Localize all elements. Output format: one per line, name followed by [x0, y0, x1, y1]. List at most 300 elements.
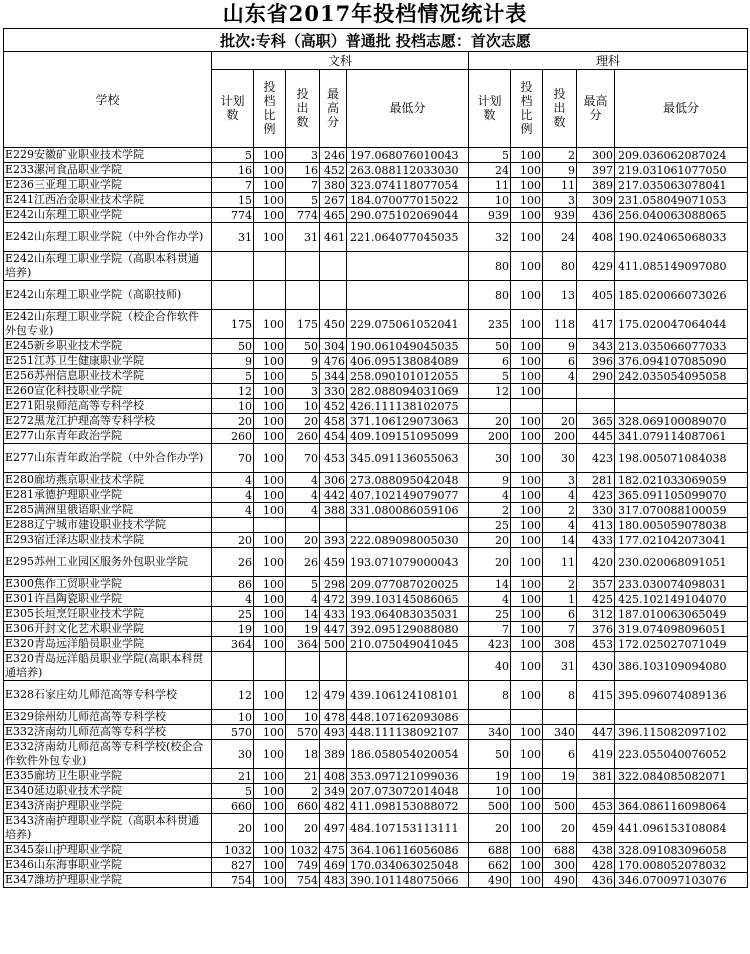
wen-max-cell: 452: [320, 163, 347, 178]
li-max-cell: 436: [577, 208, 615, 223]
li-ratio-cell: 100: [511, 681, 543, 710]
li-min-cell: 396.115082097102: [615, 725, 748, 740]
wen-plan-cell: 7: [212, 178, 254, 193]
li-max-cell: 445: [577, 429, 615, 444]
wen-plan-cell: 364: [212, 637, 254, 652]
wen-out-cell: 5: [286, 193, 320, 208]
wen-ratio-cell: 100: [254, 814, 286, 843]
wen-min-cell: 193.071079000043: [347, 548, 469, 577]
li-ratio-cell: 100: [511, 740, 543, 769]
wen-ratio-cell: 100: [254, 148, 286, 163]
li-plan-cell: 4: [469, 488, 511, 503]
li-out-cell: 19: [543, 769, 577, 784]
wen-min-cell: 448.107162093086: [347, 710, 469, 725]
wen-plan-cell: 1032: [212, 843, 254, 858]
wen-plan-cell: 21: [212, 769, 254, 784]
li-max-cell: 381: [577, 769, 615, 784]
table-row: [4, 710, 748, 725]
li-min-cell: 395.096074089136: [615, 681, 748, 710]
table-row: [4, 429, 748, 444]
wen-ratio-cell: 100: [254, 843, 286, 858]
li-max-cell: 420: [577, 548, 615, 577]
li-out-cell: 200: [543, 429, 577, 444]
li-max-cell: 290: [577, 369, 615, 384]
li-plan-cell: 25: [469, 518, 511, 533]
table-row: [4, 414, 748, 429]
wen-max-cell: 497: [320, 814, 347, 843]
li-plan-cell: 10: [469, 784, 511, 799]
li-plan-cell: [469, 399, 511, 414]
school-name-cell: E233漯河食品职业学院: [4, 163, 212, 178]
li-min-cell: 175.020047064044: [615, 310, 748, 339]
li-plan-cell: 8: [469, 681, 511, 710]
wen-max-cell: 476: [320, 354, 347, 369]
wen-ratio-cell: 100: [254, 769, 286, 784]
li-max-cell: 389: [577, 178, 615, 193]
school-name-cell: E271阳泉师范高等专科学校: [4, 399, 212, 414]
wen-max-cell: 304: [320, 339, 347, 354]
school-name-cell: E256苏州信息职业技术学院: [4, 369, 212, 384]
table-row: [4, 843, 748, 858]
table-row: [4, 592, 748, 607]
wen-max-cell: 461: [320, 223, 347, 252]
wen-ratio-cell: [254, 518, 286, 533]
li-out-cell: 7: [543, 622, 577, 637]
wen-ratio-cell: 100: [254, 223, 286, 252]
li-ratio-cell: 100: [511, 339, 543, 354]
wen-min-cell: [347, 518, 469, 533]
wen-out-cell: 2: [286, 784, 320, 799]
li-ratio-cell: 100: [511, 503, 543, 518]
wen-plan-cell: 4: [212, 488, 254, 503]
li-min-cell: [615, 384, 748, 399]
li-min-cell: [615, 784, 748, 799]
li-min-cell: 231.058049071053: [615, 193, 748, 208]
li-plan-cell: 939: [469, 208, 511, 223]
li-max-cell: 429: [577, 252, 615, 281]
school-name-cell: E280廊坊燕京职业技术学院: [4, 473, 212, 488]
li-min-cell: 233.030074098031: [615, 577, 748, 592]
li-max-cell: 417: [577, 310, 615, 339]
school-name-cell: E241江西冶金职业技术学院: [4, 193, 212, 208]
li-max-cell: 330: [577, 503, 615, 518]
wen-max-cell: 493: [320, 725, 347, 740]
li-out-cell: 939: [543, 208, 577, 223]
wen-max-cell: 483: [320, 873, 347, 888]
table-row: [4, 858, 748, 873]
wen-max-cell: 447: [320, 622, 347, 637]
li-out-cell: 500: [543, 799, 577, 814]
li-ratio-cell: 100: [511, 637, 543, 652]
wen-max-cell: 433: [320, 607, 347, 622]
admission-table: [3, 28, 748, 888]
wen-max-cell: [320, 281, 347, 310]
wen-plan-cell: 5: [212, 369, 254, 384]
li-out-cell: [543, 710, 577, 725]
wen-ratio-cell: 100: [254, 178, 286, 193]
table-row: [4, 725, 748, 740]
table-row: [4, 681, 748, 710]
li-plan-cell: 19: [469, 769, 511, 784]
li-max-cell: 415: [577, 681, 615, 710]
wen-min-cell: 392.095129088080: [347, 622, 469, 637]
wen-plan-cell: 20: [212, 533, 254, 548]
li-out-cell: 2: [543, 503, 577, 518]
li-min-cell: 441.096153108084: [615, 814, 748, 843]
table-row: [4, 622, 748, 637]
li-plan-cell: 10: [469, 193, 511, 208]
wen-ratio-cell: 100: [254, 163, 286, 178]
wen-min-cell: [347, 252, 469, 281]
li-out-cell: 6: [543, 740, 577, 769]
wen-ratio-cell: 100: [254, 473, 286, 488]
wen-plan-cell: 4: [212, 592, 254, 607]
li-plan-cell: 80: [469, 252, 511, 281]
wen-ratio-cell: 100: [254, 208, 286, 223]
table-row: [4, 148, 748, 163]
wen-min-cell: 331.080086059106: [347, 503, 469, 518]
li-max-cell: 343: [577, 339, 615, 354]
li-out-cell: 11: [543, 548, 577, 577]
li-max-cell: 453: [577, 637, 615, 652]
li-max-cell: 396: [577, 354, 615, 369]
li-max-cell: 425: [577, 592, 615, 607]
wen-out-cell: 5: [286, 369, 320, 384]
wen-out-cell: 5: [286, 577, 320, 592]
li-min-cell: 187.010063065049: [615, 607, 748, 622]
li-min-cell: 341.079114087061: [615, 429, 748, 444]
li-out-cell: 3: [543, 473, 577, 488]
li-ratio-cell: 100: [511, 548, 543, 577]
school-name-cell: E242山东理工职业学院（高职技师): [4, 281, 212, 310]
li-out-cell: 4: [543, 488, 577, 503]
li-ratio-cell: 100: [511, 178, 543, 193]
li-out-cell: 300: [543, 858, 577, 873]
wen-plan-cell: 754: [212, 873, 254, 888]
table-row: [4, 740, 748, 769]
wen-out-cell: 10: [286, 710, 320, 725]
wen-plan-cell: 20: [212, 814, 254, 843]
table-row: [4, 814, 748, 843]
li-max-cell: 430: [577, 652, 615, 681]
school-name-cell: E277山东青年政治学院: [4, 429, 212, 444]
li-plan-cell: 11: [469, 178, 511, 193]
li-min-cell: 322.084085082071: [615, 769, 748, 784]
li-ratio-cell: 100: [511, 488, 543, 503]
li-ratio-cell: 100: [511, 414, 543, 429]
wen-out-cell: 570: [286, 725, 320, 740]
wen-ratio-cell: 100: [254, 681, 286, 710]
wen-group-header: 文科: [212, 52, 469, 70]
li-plan-cell: 500: [469, 799, 511, 814]
li-max-cell: 397: [577, 163, 615, 178]
li-max-cell: 309: [577, 193, 615, 208]
table-row: [4, 163, 748, 178]
wen-min-cell: 390.101148075066: [347, 873, 469, 888]
wen-max-header: 最高分: [320, 70, 347, 148]
li-out-cell: 80: [543, 252, 577, 281]
li-out-cell: [543, 399, 577, 414]
li-ratio-cell: 100: [511, 384, 543, 399]
wen-max-cell: 475: [320, 843, 347, 858]
li-max-cell: 419: [577, 740, 615, 769]
li-min-cell: 242.035054095058: [615, 369, 748, 384]
wen-plan-cell: 19: [212, 622, 254, 637]
li-ratio-cell: 100: [511, 518, 543, 533]
li-ratio-cell: 100: [511, 725, 543, 740]
table-row: [4, 637, 748, 652]
wen-out-cell: 1032: [286, 843, 320, 858]
wen-ratio-cell: 100: [254, 710, 286, 725]
school-name-cell: E347潍坊护理职业学院: [4, 873, 212, 888]
wen-min-cell: 263.088112033030: [347, 163, 469, 178]
li-ratio-cell: 100: [511, 814, 543, 843]
li-ratio-cell: 100: [511, 429, 543, 444]
wen-plan-cell: [212, 252, 254, 281]
wen-ratio-cell: 100: [254, 414, 286, 429]
table-row: [4, 339, 748, 354]
school-name-cell: E343济南护理职业学院（高职本科贯通培养): [4, 814, 212, 843]
wen-max-cell: 482: [320, 799, 347, 814]
li-out-cell: 20: [543, 414, 577, 429]
wen-out-cell: 364: [286, 637, 320, 652]
li-min-cell: 319.074098096051: [615, 622, 748, 637]
school-name-cell: E236三亚理工职业学院: [4, 178, 212, 193]
wen-out-cell: 50: [286, 339, 320, 354]
table-row: [4, 769, 748, 784]
wen-max-cell: [320, 518, 347, 533]
table-row: [4, 488, 748, 503]
wen-min-header: 最低分: [347, 70, 469, 148]
wen-min-cell: 184.070077015022: [347, 193, 469, 208]
table-row: [4, 369, 748, 384]
wen-ratio-cell: 100: [254, 622, 286, 637]
table-row: [4, 503, 748, 518]
li-max-cell: 408: [577, 223, 615, 252]
school-name-cell: E332济南幼儿师范高等专科学校(校企合作软件外包专业): [4, 740, 212, 769]
li-max-cell: 423: [577, 444, 615, 473]
wen-max-cell: 349: [320, 784, 347, 799]
li-max-cell: [577, 784, 615, 799]
li-out-cell: 6: [543, 607, 577, 622]
li-max-header: 最高分: [577, 70, 615, 148]
wen-out-cell: [286, 652, 320, 681]
wen-plan-cell: [212, 518, 254, 533]
wen-out-cell: 774: [286, 208, 320, 223]
wen-plan-cell: 9: [212, 354, 254, 369]
wen-min-cell: 190.061049045035: [347, 339, 469, 354]
wen-ratio-cell: 100: [254, 592, 286, 607]
li-plan-header: 计划数: [469, 70, 511, 148]
li-plan-cell: 20: [469, 414, 511, 429]
wen-max-cell: [320, 252, 347, 281]
school-name-cell: E320青岛远洋船员职业学院(高职本科贯通培养): [4, 652, 212, 681]
li-out-cell: 31: [543, 652, 577, 681]
wen-ratio-cell: 100: [254, 193, 286, 208]
wen-min-cell: 273.088095042048: [347, 473, 469, 488]
li-out-cell: 308: [543, 637, 577, 652]
wen-max-cell: 389: [320, 740, 347, 769]
li-out-cell: 13: [543, 281, 577, 310]
wen-plan-cell: 4: [212, 473, 254, 488]
wen-max-cell: 298: [320, 577, 347, 592]
li-min-cell: 365.091105099070: [615, 488, 748, 503]
wen-plan-cell: 175: [212, 310, 254, 339]
li-plan-cell: 20: [469, 814, 511, 843]
wen-min-cell: 221.064077045035: [347, 223, 469, 252]
wen-plan-cell: 16: [212, 163, 254, 178]
li-min-cell: 256.040063088065: [615, 208, 748, 223]
school-name-cell: E288辽宁城市建设职业技术学院: [4, 518, 212, 533]
li-plan-cell: 50: [469, 339, 511, 354]
wen-max-cell: 442: [320, 488, 347, 503]
wen-plan-cell: 30: [212, 740, 254, 769]
wen-min-cell: [347, 281, 469, 310]
li-out-cell: 4: [543, 369, 577, 384]
table-row: [4, 252, 748, 281]
li-out-header: 投出数: [543, 70, 577, 148]
li-plan-cell: 7: [469, 622, 511, 637]
wen-min-cell: 210.075049041045: [347, 637, 469, 652]
wen-max-cell: 246: [320, 148, 347, 163]
wen-min-cell: 209.077087020025: [347, 577, 469, 592]
li-max-cell: 459: [577, 814, 615, 843]
li-ratio-cell: 100: [511, 858, 543, 873]
li-max-cell: 312: [577, 607, 615, 622]
wen-plan-cell: 10: [212, 399, 254, 414]
li-min-cell: 317.070088100059: [615, 503, 748, 518]
wen-plan-cell: 4: [212, 503, 254, 518]
li-max-cell: 447: [577, 725, 615, 740]
wen-min-cell: 439.106124108101: [347, 681, 469, 710]
table-row: [4, 652, 748, 681]
wen-plan-cell: [212, 652, 254, 681]
li-ratio-cell: 100: [511, 148, 543, 163]
li-min-cell: 386.103109094080: [615, 652, 748, 681]
wen-plan-cell: 5: [212, 784, 254, 799]
li-ratio-cell: 100: [511, 769, 543, 784]
wen-min-cell: 411.098153088072: [347, 799, 469, 814]
li-plan-cell: 5: [469, 148, 511, 163]
li-ratio-cell: 100: [511, 799, 543, 814]
school-name-cell: E306开封文化艺术职业学院: [4, 622, 212, 637]
wen-plan-cell: 15: [212, 193, 254, 208]
table-row: [4, 473, 748, 488]
wen-out-cell: 9: [286, 354, 320, 369]
wen-min-cell: 371.106129073063: [347, 414, 469, 429]
li-out-cell: 490: [543, 873, 577, 888]
school-name-cell: E260宣化科技职业学院: [4, 384, 212, 399]
wen-min-cell: 448.111138092107: [347, 725, 469, 740]
li-max-cell: 423: [577, 488, 615, 503]
school-name-cell: E272黑龙江护理高等专科学校: [4, 414, 212, 429]
wen-max-cell: 344: [320, 369, 347, 384]
li-min-cell: 328.091083096058: [615, 843, 748, 858]
li-min-cell: 376.094107085090: [615, 354, 748, 369]
li-min-cell: 217.035063078041: [615, 178, 748, 193]
table-row: [4, 208, 748, 223]
li-max-cell: 413: [577, 518, 615, 533]
li-max-cell: [577, 399, 615, 414]
wen-ratio-cell: 100: [254, 637, 286, 652]
batch-subtitle: 批次:专科（高职）普通批 投档志愿：首次志愿: [4, 29, 748, 52]
wen-ratio-cell: 100: [254, 533, 286, 548]
li-plan-cell: 14: [469, 577, 511, 592]
wen-min-cell: 406.095138084089: [347, 354, 469, 369]
li-min-cell: 346.070097103076: [615, 873, 748, 888]
wen-max-cell: 393: [320, 533, 347, 548]
wen-plan-cell: 260: [212, 429, 254, 444]
school-name-cell: E281承德护理职业学院: [4, 488, 212, 503]
li-plan-cell: 5: [469, 369, 511, 384]
li-max-cell: 428: [577, 858, 615, 873]
li-min-cell: 364.086116098064: [615, 799, 748, 814]
wen-min-cell: 399.103145086065: [347, 592, 469, 607]
wen-out-cell: [286, 252, 320, 281]
li-min-cell: 213.035066077033: [615, 339, 748, 354]
li-ratio-cell: 100: [511, 843, 543, 858]
wen-min-cell: 426.111138102075: [347, 399, 469, 414]
wen-out-cell: 175: [286, 310, 320, 339]
school-name-cell: E335廊坊卫生职业学院: [4, 769, 212, 784]
li-plan-cell: 40: [469, 652, 511, 681]
li-min-cell: 177.021042073041: [615, 533, 748, 548]
li-ratio-header: 投档比例: [511, 70, 543, 148]
li-out-cell: 2: [543, 577, 577, 592]
wen-plan-header: 计划数: [212, 70, 254, 148]
li-min-cell: [615, 399, 748, 414]
wen-ratio-cell: [254, 281, 286, 310]
wen-max-cell: 306: [320, 473, 347, 488]
school-name-cell: E300焦作工贸职业学院: [4, 577, 212, 592]
wen-ratio-cell: [254, 252, 286, 281]
school-name-cell: E277山东青年政治学院（中外合作办学): [4, 444, 212, 473]
li-out-cell: 30: [543, 444, 577, 473]
school-name-cell: E229安徽矿业职业技术学院: [4, 148, 212, 163]
wen-plan-cell: 570: [212, 725, 254, 740]
wen-ratio-header: 投档比例: [254, 70, 286, 148]
wen-min-cell: 353.097121099036: [347, 769, 469, 784]
wen-plan-cell: 5: [212, 148, 254, 163]
li-plan-cell: [469, 710, 511, 725]
wen-out-cell: 660: [286, 799, 320, 814]
li-max-cell: [577, 710, 615, 725]
li-ratio-cell: 100: [511, 193, 543, 208]
table-row: [4, 178, 748, 193]
wen-ratio-cell: 100: [254, 548, 286, 577]
wen-min-cell: 229.075061052041: [347, 310, 469, 339]
wen-ratio-cell: 100: [254, 858, 286, 873]
wen-ratio-cell: 100: [254, 607, 286, 622]
li-out-cell: 118: [543, 310, 577, 339]
school-name-cell: E320青岛远洋船员职业学院: [4, 637, 212, 652]
li-min-cell: 172.025027071049: [615, 637, 748, 652]
li-plan-cell: 2: [469, 503, 511, 518]
li-out-cell: 24: [543, 223, 577, 252]
table-row: [4, 518, 748, 533]
wen-min-cell: 323.074118077054: [347, 178, 469, 193]
li-min-cell: 425.102149104070: [615, 592, 748, 607]
wen-out-cell: 19: [286, 622, 320, 637]
wen-ratio-cell: [254, 652, 286, 681]
li-out-cell: 9: [543, 339, 577, 354]
wen-max-cell: 453: [320, 444, 347, 473]
li-ratio-cell: 100: [511, 223, 543, 252]
wen-max-cell: 458: [320, 414, 347, 429]
wen-min-cell: 407.102149079077: [347, 488, 469, 503]
li-min-cell: 185.020066073026: [615, 281, 748, 310]
li-plan-cell: 4: [469, 592, 511, 607]
